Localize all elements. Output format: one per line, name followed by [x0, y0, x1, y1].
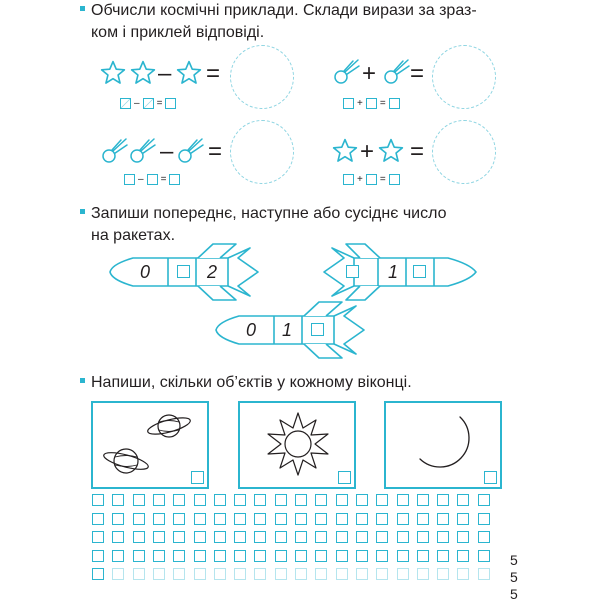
sticker-cell[interactable] [336, 513, 348, 525]
sticker-cell[interactable] [457, 494, 469, 506]
sticker-cell[interactable] [457, 531, 469, 543]
sticker-cell[interactable] [315, 494, 327, 506]
answer-box[interactable] [366, 98, 377, 109]
sticker-cell[interactable] [194, 513, 206, 525]
sticker-cell[interactable] [254, 513, 266, 525]
task2-instruction: Запиши попереднє, наступне або сусіднє число на ракетах. [80, 203, 447, 247]
sticker-cell[interactable] [254, 568, 266, 580]
sample-box [120, 98, 131, 109]
sticker-cell[interactable] [478, 531, 490, 543]
sticker-cell[interactable] [254, 550, 266, 562]
sticker-cell[interactable] [417, 513, 429, 525]
answer-box[interactable] [366, 174, 377, 185]
sticker-cell[interactable] [295, 513, 307, 525]
sticker-cell[interactable] [315, 568, 327, 580]
sticker-cell[interactable] [376, 531, 388, 543]
sticker-cell[interactable] [92, 513, 104, 525]
answer-box[interactable] [169, 174, 180, 185]
sticker-cell[interactable] [153, 531, 165, 543]
sticker-cell[interactable] [153, 513, 165, 525]
sticker-cell[interactable] [173, 494, 185, 506]
rocket-1-left-number: 0 [140, 262, 151, 282]
sticker-cell[interactable] [437, 568, 449, 580]
sticker-cell[interactable] [214, 494, 226, 506]
sticker-cell[interactable] [112, 568, 124, 580]
sticker-cell[interactable] [437, 531, 449, 543]
sticker-cell[interactable] [356, 550, 368, 562]
page-number: 5 [510, 552, 518, 568]
sticker-cell[interactable] [173, 568, 185, 580]
sticker-cell[interactable] [437, 550, 449, 562]
sticker-cell[interactable] [173, 531, 185, 543]
expression-template: – = [124, 174, 180, 185]
answer-box[interactable] [165, 98, 176, 109]
sticker-cell[interactable] [417, 494, 429, 506]
sticker-cell[interactable] [275, 550, 287, 562]
sticker-cell[interactable] [254, 494, 266, 506]
sticker-cell[interactable] [356, 531, 368, 543]
page-number: 5 [510, 586, 518, 602]
rocket-3-middle-number: 1 [282, 320, 293, 340]
sticker-cell[interactable] [173, 550, 185, 562]
sticker-cell[interactable] [397, 513, 409, 525]
answer-box[interactable] [343, 174, 354, 185]
sticker-cell[interactable] [92, 494, 104, 506]
sticker-cell[interactable] [214, 550, 226, 562]
sticker-cell[interactable] [133, 494, 145, 506]
task1-instruction: Обчисли космічні приклади. Склади вирази за зраз- ком і приклей відповіді. [80, 0, 477, 44]
sticker-cell[interactable] [437, 513, 449, 525]
sticker-cell[interactable] [234, 568, 246, 580]
sticker-cell[interactable] [234, 513, 246, 525]
sticker-cell[interactable] [397, 550, 409, 562]
star-icon [378, 138, 404, 164]
frame-planets [91, 401, 209, 489]
star-icon [130, 60, 156, 86]
rocket-2-middle-number: 1 [388, 262, 399, 282]
answer-circle[interactable] [432, 120, 496, 184]
comet-icon [128, 137, 156, 165]
sticker-cell[interactable] [92, 550, 104, 562]
expression-template: – = [120, 98, 176, 109]
moon-icon [414, 413, 474, 475]
sticker-cell[interactable] [397, 494, 409, 506]
sticker-cell[interactable] [356, 494, 368, 506]
rocket-2-left-box[interactable] [346, 265, 359, 278]
plus-sign: + [362, 60, 377, 87]
task3-instruction: Напиши, скільки об’єктів у кожному віконці. [80, 372, 412, 394]
bullet-icon [80, 6, 85, 11]
sticker-cell[interactable] [214, 531, 226, 543]
sticker-cell[interactable] [275, 568, 287, 580]
equals-sign: = [410, 60, 425, 87]
sticker-cell[interactable] [295, 531, 307, 543]
ringed-planet-icon [101, 443, 151, 479]
sticker-cell[interactable] [295, 494, 307, 506]
sticker-cell[interactable] [133, 568, 145, 580]
sticker-cell[interactable] [112, 513, 124, 525]
sun-icon [265, 411, 331, 477]
answer-circle[interactable] [230, 45, 294, 109]
sticker-cell[interactable] [234, 550, 246, 562]
sticker-cell[interactable] [457, 568, 469, 580]
count-box[interactable] [191, 471, 204, 484]
sticker-cell[interactable] [315, 513, 327, 525]
sticker-cell[interactable] [112, 550, 124, 562]
sticker-cell[interactable] [356, 568, 368, 580]
sticker-cell[interactable] [214, 513, 226, 525]
sticker-cell[interactable] [457, 550, 469, 562]
sticker-cell[interactable] [376, 513, 388, 525]
page-number: 5 [510, 569, 518, 585]
expression-template: + = [343, 174, 400, 185]
star-icon [332, 138, 358, 164]
count-box[interactable] [484, 471, 497, 484]
sticker-cell[interactable] [478, 568, 490, 580]
count-box[interactable] [338, 471, 351, 484]
answer-circle[interactable] [432, 45, 496, 109]
sticker-cell[interactable] [153, 568, 165, 580]
sticker-cell[interactable] [112, 531, 124, 543]
sticker-cell[interactable] [112, 494, 124, 506]
sticker-cell[interactable] [417, 550, 429, 562]
star-icon [176, 60, 202, 86]
sticker-cell[interactable] [153, 494, 165, 506]
sticker-cell[interactable] [173, 513, 185, 525]
sticker-cell[interactable] [295, 550, 307, 562]
answer-box[interactable] [124, 174, 135, 185]
sticker-cell[interactable] [153, 550, 165, 562]
frame-sun [238, 401, 356, 489]
sticker-cell[interactable] [194, 550, 206, 562]
sticker-cell[interactable] [133, 550, 145, 562]
equals-sign: = [410, 138, 425, 165]
sticker-cell[interactable] [194, 531, 206, 543]
sticker-cell[interactable] [315, 531, 327, 543]
rocket-1-right-number: 2 [207, 262, 218, 282]
sticker-cell[interactable] [478, 550, 490, 562]
sticker-cell[interactable] [234, 494, 246, 506]
sticker-cell[interactable] [133, 531, 145, 543]
rocket-1-answer-box[interactable] [177, 265, 190, 278]
rocket-3-left-number: 0 [246, 320, 257, 340]
sticker-cell[interactable] [295, 568, 307, 580]
rocket-2-right-box[interactable] [413, 265, 426, 278]
expression-template: + = [343, 98, 400, 109]
answer-box[interactable] [389, 98, 400, 109]
minus-sign: – [160, 138, 174, 165]
sticker-cell[interactable] [336, 550, 348, 562]
comet-icon [176, 137, 204, 165]
sticker-cell[interactable] [376, 550, 388, 562]
equals-sign: = [206, 60, 221, 87]
sticker-cell[interactable] [275, 494, 287, 506]
answer-box[interactable] [147, 174, 158, 185]
sticker-cell[interactable] [275, 513, 287, 525]
sticker-cell[interactable] [92, 531, 104, 543]
sticker-cell[interactable] [275, 531, 287, 543]
sticker-cell[interactable] [417, 568, 429, 580]
sticker-cell[interactable] [194, 494, 206, 506]
sticker-cell[interactable] [417, 531, 429, 543]
sticker-cell[interactable] [254, 531, 266, 543]
comet-icon [100, 137, 128, 165]
sticker-cell[interactable] [457, 513, 469, 525]
answer-circle[interactable] [230, 120, 294, 184]
sticker-cell[interactable] [336, 568, 348, 580]
sticker-cell[interactable] [397, 531, 409, 543]
sticker-cell[interactable] [437, 494, 449, 506]
sticker-cell[interactable] [336, 494, 348, 506]
sticker-cell[interactable] [133, 513, 145, 525]
sticker-cell[interactable] [234, 531, 246, 543]
minus-sign: – [158, 60, 172, 87]
sticker-cell[interactable] [92, 568, 104, 580]
answer-box[interactable] [389, 174, 400, 185]
rocket-3-answer-box[interactable] [311, 323, 324, 336]
sticker-cell[interactable] [336, 531, 348, 543]
bullet-icon [80, 209, 85, 214]
sticker-cell[interactable] [214, 568, 226, 580]
plus-sign: + [360, 138, 375, 165]
sticker-cell[interactable] [356, 513, 368, 525]
frame-moon [384, 401, 502, 489]
sticker-cell[interactable] [315, 550, 327, 562]
answer-box[interactable] [343, 98, 354, 109]
sticker-cell[interactable] [376, 494, 388, 506]
ringed-planet-icon [145, 409, 193, 443]
equals-sign: = [208, 138, 223, 165]
star-icon [100, 60, 126, 86]
bullet-icon [80, 378, 85, 383]
sticker-cell[interactable] [376, 568, 388, 580]
sticker-cell[interactable] [194, 568, 206, 580]
comet-icon [382, 58, 410, 86]
sample-box [143, 98, 154, 109]
sticker-cell[interactable] [478, 494, 490, 506]
comet-icon [332, 58, 360, 86]
sticker-cell[interactable] [397, 568, 409, 580]
sticker-cell[interactable] [478, 513, 490, 525]
